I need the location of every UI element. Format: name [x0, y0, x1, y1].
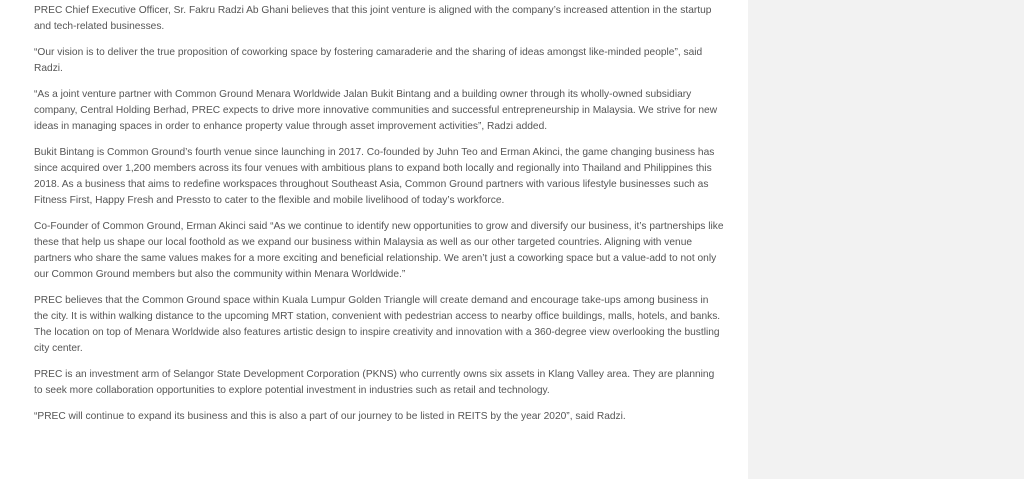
paragraph-investment-arm: PREC is an investment arm of Selangor State Development Corporation (PKNS) who currently owns six assets in Klang Valley area. They are planning to seek more collaboration opportunities to explore potential investment in industries such as retail and technology. [34, 369, 715, 396]
paragraph-golden-triangle: PREC believes that the Common Ground space within Kuala Lumpur Golden Triangle will create demand and encourage take-ups among business in the city. It is within walking distance to the upcoming MRT station, convenient with pedestrian access to nearby office buildings, malls, hotels, and banks. The location on top of Menara Worldwide also features artistic design to inspire creativity and innovation with a 360-degree view overlooking the bustling city center. [34, 295, 721, 354]
paragraph-vision-quote: “Our vision is to deliver the true proposition of coworking space by fostering camaraderie and the sharing of ideas amongst like-minded people”, said Radzi. [34, 47, 703, 74]
paragraph-reits-quote: “PREC will continue to expand its business and this is also a part of our journey to be listed in REITS by the year 2020”, said Radzi. [34, 411, 626, 422]
article-body [34, 3, 724, 435]
paragraph-cofounder-quote: Co-Founder of Common Ground, Erman Akinci said “As we continue to identify new opportunities to grow and diversify our business, it’s partnerships like these that help us shape our local foothold as we expand our business within Malaysia as well as our other targeted countries. Aligning with venue partners who share the same values makes for a more exciting and beneficial relationship. We aren’t just a coworking space but a value-add to not only our Common Ground members but also the community within Menara Worldwide.” [34, 221, 724, 280]
paragraph-ceo-statement: PREC Chief Executive Officer, Sr. Fakru Radzi Ab Ghani believes that this joint venture is aligned with the company’s increased attention in the startup and tech-related businesses. [34, 5, 712, 32]
side-panel [748, 0, 1024, 479]
paragraph-bukit-bintang-venue: Bukit Bintang is Common Ground’s fourth venue since launching in 2017. Co-founded by Juhn Teo and Erman Akinci, the game changing business has since acquired over 1,200 members across its four venues with ambitious plans to expand both locally and regionally into Thailand and Philippines this 2018. As a business that aims to redefine workspaces throughout Southeast Asia, Common Ground partners with various lifestyle businesses such as Fitness First, Happy Fresh and Pressto to cater to the flexible and mobile livelihood of today’s workforce. [34, 147, 715, 206]
paragraph-joint-venture-quote: “As a joint venture partner with Common Ground Menara Worldwide Jalan Bukit Bintang and a building owner through its wholly-owned subsidiary company, Central Holding Berhad, PREC expects to drive more innovative communities and successful entrepreneurship in Malaysia. We strive for new ideas in managing spaces in order to enhance property value through asset improvement activities”, Radzi added. [34, 89, 718, 132]
